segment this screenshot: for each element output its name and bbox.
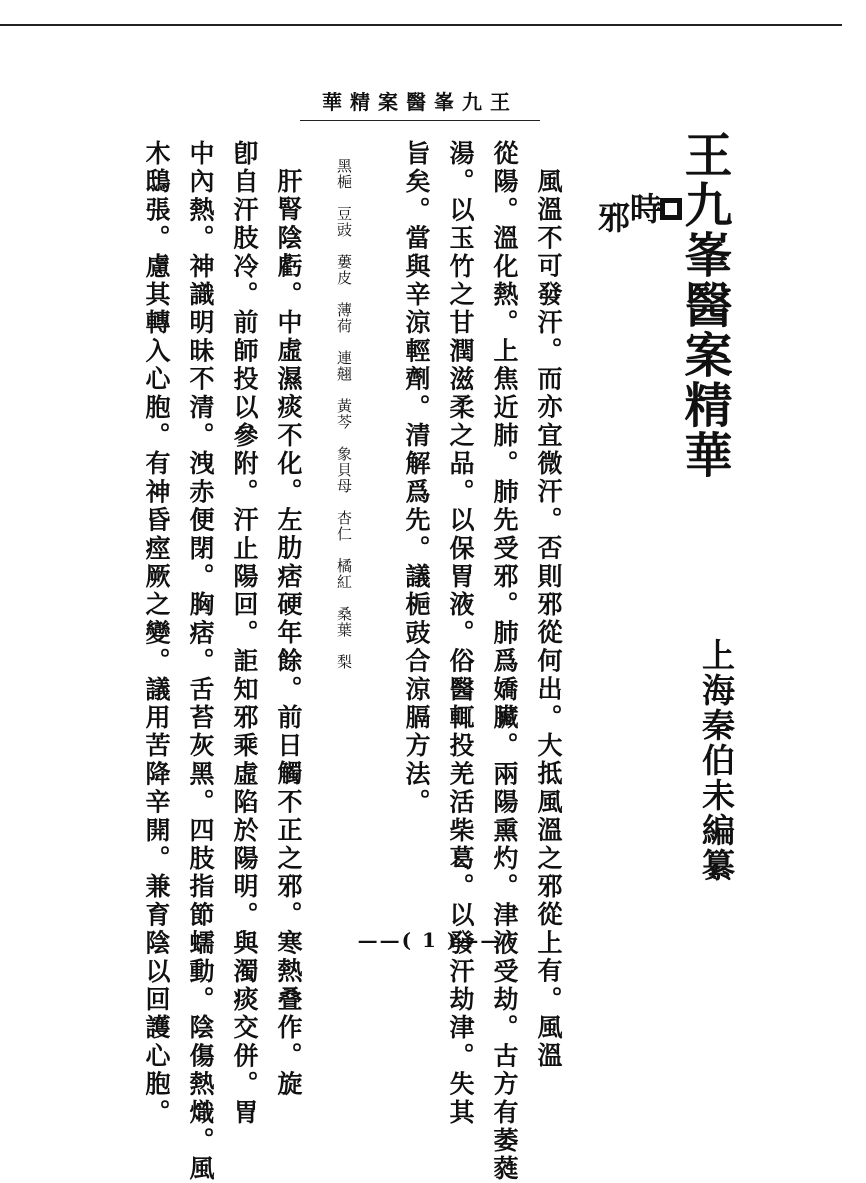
book-title: 王九峯醫案精華 [676,130,732,480]
prescription-list: 黑梔 豆豉 蔞皮 薄荷 連翹 黃芩 象貝母 杏仁 橘紅 桑葉 梨 [335,158,353,670]
running-head-rule [300,120,540,121]
text-column-3: 湯。以玉竹之甘潤滋柔之品。以保胃液。俗醫輒投羌活柴葛。以發汗劫津。失其 [446,140,475,1127]
top-rule [0,24,842,26]
text-column-1: 風溫不可發汗。而亦宜微汗。否則邪從何出。大抵風溫之邪從上有。風溫 [534,168,563,1071]
text-column-8: 木鴟張。慮其轉入心胞。有神昏痙厥之變。議用苦降辛開。兼育陰以回護心胞。 [142,140,171,1127]
section-title-2: 邪 [593,201,631,233]
page-number: ——( 1 )—— [357,928,503,952]
section-title-1: 時 [625,192,663,224]
running-head: 華精案醫峯九王 [322,89,518,114]
text-column-4: 旨矣。當與辛涼輕劑。清解爲先。議梔豉合涼膈方法。 [402,140,431,817]
text-column-7: 中內熱。神識明昧不清。洩赤便閉。胸痞。舌苔灰黑。四肢指節蠕動。陰傷熱熾。風 [186,140,215,1183]
square-bullet-icon [660,198,682,220]
text-column-2: 從陽。溫化熱。上焦近肺。肺先受邪。肺爲嬌臟。兩陽熏灼。津液受劫。古方有萎蕤 [490,140,519,1183]
section-heading [593,192,682,242]
text-column-6: 卽自汗肢冷。前師投以參附。汗止陽回。詎知邪乘虛陷於陽明。與濁痰交併。胃 [230,140,259,1127]
text-column-5: 肝腎陰虧。中虛濕痰不化。左肋痞硬年餘。前日觸不正之邪。寒熱叠作。旋 [274,168,303,1099]
compiler-credit: 上海秦伯未編纂 [697,638,736,883]
